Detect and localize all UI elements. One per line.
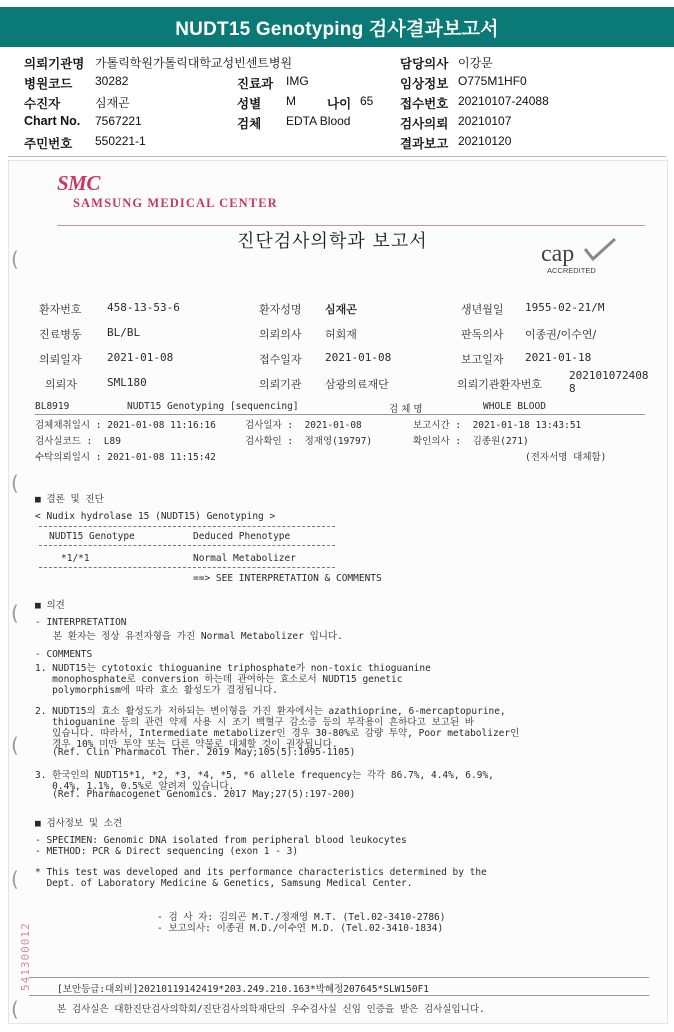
comment-line: 있습니다. 따라서, Intermediate metabolizer인 경우 30-80%로 감량 투약, Poor metabolizer인	[35, 728, 520, 739]
comment-line: 3. 한국인의 NUDT15*1, *2, *3, *4, *5, *6 allele frequency는 각각 86.7%, 4.4%, 6.9%,	[35, 770, 494, 781]
info-label: 수진자	[24, 97, 61, 111]
patient-value: 8	[569, 382, 576, 395]
info-value: 이강문	[458, 56, 493, 70]
certification-footer: 본 검사실은 대한진단검사의학회/진단검사의학재단의 우수검사실 신임 인증을 받은 검사실입니다.	[57, 1004, 485, 1015]
specimen-value: WHOLE BLOOD	[483, 401, 546, 412]
test-info: 검체채취일시 : 2021-01-08 11:16:16	[35, 420, 216, 431]
patient-value: 2021-01-08	[107, 351, 174, 364]
info-value: IMG	[286, 74, 309, 88]
signature-line: - 보고의사: 이종권 M.D./이수연 M.D. (Tel.02-3410-1834)	[157, 923, 444, 934]
patient-label: 판독의사	[461, 328, 504, 341]
patient-label: 보고일자	[461, 353, 504, 366]
test-info: 검사일자 : 2021-01-08	[245, 420, 362, 431]
info-row	[0, 134, 674, 154]
info-value: 7567221	[95, 114, 142, 128]
method-line: Dept. of Laboratory Medicine & Genetics, Samsung Medical Center.	[35, 878, 413, 889]
comment-line: (Ref. Pharmacogenet Genomics. 2017 May;27(5):197-200)	[35, 789, 356, 800]
request-info-panel	[0, 52, 674, 152]
patient-value: 삼광의료재단	[325, 378, 389, 391]
genotype-value: *1/*1	[61, 553, 90, 564]
info-row	[0, 54, 674, 74]
patient-label: 환자번호	[39, 303, 82, 316]
method-line: - SPECIMEN: Genomic DNA isolated from peripheral blood leukocytes	[35, 835, 407, 846]
info-label: 성별	[237, 97, 262, 111]
punch-hole-icon: (	[11, 601, 19, 625]
phenotype-value: Normal Metabolizer	[193, 553, 296, 564]
specimen-label: 검 체 명	[389, 404, 423, 415]
patient-label: 진료병동	[39, 328, 82, 341]
result-subtitle: < Nudix hydrolase 15 (NUDT15) Genotyping >	[35, 511, 276, 522]
info-value: 가톨릭학원가톨릭대학교성빈센트병원	[95, 56, 293, 70]
info-row	[0, 114, 674, 134]
patient-value: 2021-01-08	[325, 351, 392, 364]
comment-line: monophosphate로 conversion 하는데 관여하는 효소로서 NUDT15 genetic	[35, 674, 403, 685]
punch-hole-icon: (	[11, 733, 19, 757]
section-heading: ■ 결론 및 진단	[35, 494, 104, 505]
info-row	[0, 74, 674, 94]
side-serial-code: 541300012	[19, 922, 32, 991]
patient-label: 의뢰자	[45, 378, 77, 391]
comment-line: 2. NUDT15의 효소 활성도가 저하되는 변이형을 가진 환자에서는 azathioprine, 6-mercaptopurine,	[35, 706, 506, 717]
patient-value: 458-13-53-6	[107, 301, 180, 314]
method-line: * This test was developed and its performance characteristics determined by the	[35, 867, 487, 878]
patient-label: 생년월일	[461, 303, 504, 316]
patient-value: BL/BL	[107, 326, 141, 339]
scan-title: 진단검사의학과 보고서	[237, 231, 428, 252]
info-label: 진료과	[237, 77, 274, 91]
test-code: BL8919	[35, 401, 70, 412]
patient-value: 이종권/이수연/	[525, 328, 597, 341]
esign-note: (전자서명 대체함)	[525, 452, 607, 463]
info-label: 의뢰기관명	[24, 57, 85, 71]
security-footer: [보안등급:대외비]20210119142419*203.249.210.163*박혜정207645*SLW150F1	[57, 984, 430, 995]
punch-hole-icon: (	[11, 247, 19, 271]
info-label: 결과보고	[400, 137, 449, 151]
cap-accredited-logo	[537, 237, 623, 277]
punch-hole-icon: (	[11, 471, 19, 495]
info-label: 검체	[237, 117, 262, 131]
info-label: 접수번호	[400, 97, 449, 111]
test-info: 검사실코드 : L89	[35, 436, 121, 447]
method-line: - METHOD: PCR & Direct sequencing (exon 1 - 3)	[35, 846, 299, 857]
report-title-bar	[0, 7, 674, 47]
scanned-report	[8, 160, 668, 1024]
punch-hole-icon: (	[11, 867, 19, 891]
punch-hole-icon: (	[11, 997, 19, 1021]
report-title: NUDT15 Genotyping 검사결과보고서	[175, 18, 499, 40]
test-info: 확인의사 : 김종원(271)	[413, 436, 529, 447]
signature-line: - 검 사 자: 김의곤 M.T./정재영 M.T. (Tel.02-3410-2786)	[157, 912, 446, 923]
comment-line: 0.4%, 1.1%, 0.5%로 알려져 있습니다.	[35, 781, 235, 792]
interpretation-heading: - INTERPRETATION	[35, 617, 127, 628]
info-value: 20210107-24088	[458, 94, 549, 108]
info-value: 65	[360, 94, 374, 108]
test-name: NUDT15 Genotyping [sequencing]	[127, 401, 299, 412]
info-row	[0, 94, 674, 114]
smc-logo: SMC	[57, 171, 100, 195]
divider	[39, 526, 335, 527]
test-info: 검사확인 : 정재영(19797)	[245, 436, 373, 447]
cap-text: cap	[541, 241, 575, 267]
patient-label: 환자성명	[259, 303, 302, 316]
info-label: Chart No.	[24, 114, 81, 128]
cap-subtext: ACCREDITED	[547, 266, 596, 275]
patient-label: 의뢰일자	[39, 353, 82, 366]
patient-label: 의뢰기관	[259, 378, 302, 391]
comment-line: (Ref. Clin Pharmacol Ther. 2019 May;105(5):1095-1105)	[35, 747, 356, 758]
patient-value: 1955-02-21/M	[525, 301, 605, 314]
patient-label: 의뢰의사	[259, 328, 302, 341]
info-label: 병원코드	[24, 77, 73, 91]
info-value: O775M1HF0	[458, 74, 527, 88]
divider	[35, 414, 645, 415]
comments-heading: - COMMENTS	[35, 649, 93, 660]
info-value: 심재곤	[95, 96, 130, 110]
info-value: 20210120	[458, 134, 512, 148]
comment-line: thioguanine 등의 관련 약제 사용 시 조기 백혈구 감소증 등의 부작용이 흔하다고 보고된 바	[35, 717, 474, 728]
result-col-header: NUDT15 Genotype	[49, 531, 135, 542]
patient-label: 의뢰기관환자번호	[457, 378, 543, 391]
section-heading: ■ 검사정보 및 소견	[35, 818, 123, 829]
info-label: 임상정보	[400, 77, 449, 91]
patient-value: 허회재	[325, 328, 357, 341]
comment-line: polymorphism에 따라 효소 활성도가 결정됩니다.	[35, 685, 278, 696]
patient-value: 2021-01-18	[525, 351, 592, 364]
comment-line: 경우 10% 미만 투약 또는 다른 약물로 대체할 것이 권장됩니다.	[35, 739, 338, 750]
info-value: 550221-1	[95, 134, 146, 148]
comment-line: 1. NUDT15는 cytotoxic thioguanine triphosphate가 non-toxic thioguanine	[35, 663, 431, 674]
divider	[8, 156, 666, 157]
info-value: EDTA Blood	[286, 114, 351, 128]
patient-value: 심재곤	[325, 303, 357, 316]
section-heading: ■ 의견	[35, 600, 65, 611]
see-comments: ==> SEE INTERPRETATION & COMMENTS	[193, 573, 382, 584]
result-col-header: Deduced Phenotype	[193, 531, 291, 542]
header-rule	[57, 225, 645, 226]
divider	[39, 545, 335, 546]
info-value: 20210107	[458, 114, 512, 128]
patient-value: SML180	[107, 376, 147, 389]
divider	[29, 995, 649, 996]
interpretation-text: 본 환자는 정상 유전자형을 가진 Normal Metabolizer 입니다.	[53, 631, 343, 642]
patient-value: 202101072408	[569, 369, 649, 382]
info-label: 검사의뢰	[400, 117, 449, 131]
info-value: 30282	[95, 74, 129, 88]
info-label: 담당의사	[400, 57, 449, 71]
test-info: 수탁의뢰일시 : 2021-01-08 11:15:42	[35, 452, 216, 463]
info-label: 주민번호	[24, 137, 73, 151]
test-info: 보고시간 : 2021-01-18 13:43:51	[413, 420, 582, 431]
patient-label: 접수일자	[259, 353, 302, 366]
divider	[29, 977, 649, 978]
divider	[39, 567, 335, 568]
smc-logo-text: SAMSUNG MEDICAL CENTER	[73, 196, 278, 210]
info-label: 나이	[327, 97, 352, 111]
info-value: M	[286, 94, 296, 108]
